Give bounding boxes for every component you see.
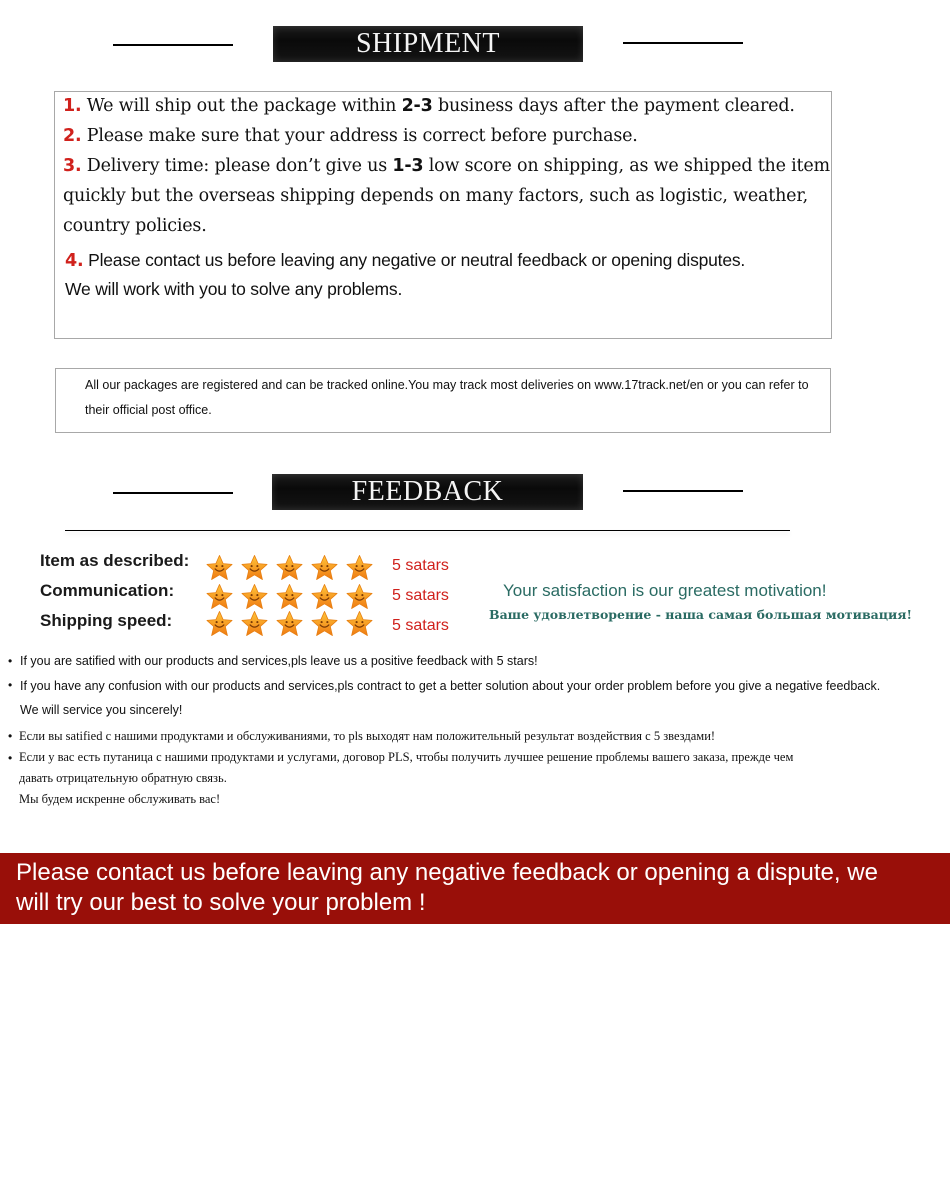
feedback-title: FEEDBACK xyxy=(351,476,504,507)
star-icon xyxy=(205,554,234,582)
note-en-sincere: We will service you sincerely! xyxy=(20,703,183,717)
motto-english: Your satisfaction is our greatest motivation! xyxy=(503,581,827,600)
policy-item-4: 4. Please contact us before leaving any negative or neutral feedback or opening disputes. xyxy=(65,250,746,271)
note-ru-confusion: Если у вас есть путаница с нашими продуктами и услугами, договор PLS, чтобы получить лучшее решение проблемы вашего заказа, прежде чем xyxy=(19,750,794,764)
shipment-policy-box xyxy=(54,91,832,339)
divider-right xyxy=(623,490,743,492)
rating-label-shipping: Shipping speed: xyxy=(40,611,173,630)
tracking-info-box xyxy=(55,368,831,433)
note-ru-confusion-cont: давать отрицательную обратную связь. xyxy=(19,771,227,785)
star-icon xyxy=(275,554,304,582)
note-en-positive: If you are satified with our products and services,pls leave us a positive feedback with 5 stars! xyxy=(20,654,538,668)
rating-value-communication: 5 satars xyxy=(392,587,449,604)
divider-left xyxy=(113,44,233,46)
star-icon xyxy=(345,583,374,611)
rating-stars-shipping xyxy=(205,610,374,638)
star-icon xyxy=(205,583,234,611)
bullet-icon: • xyxy=(8,729,13,743)
divider-left xyxy=(113,492,233,494)
rating-value-shipping: 5 satars xyxy=(392,617,449,634)
tracking-line-1: All our packages are registered and can be tracked online.You may track most deliveries on www.17track.net/en or you can refer to xyxy=(85,378,809,392)
star-icon xyxy=(275,610,304,638)
note-ru-sincere: Мы будем искренне обслуживать вас! xyxy=(19,792,221,806)
star-icon xyxy=(345,554,374,582)
rating-stars-item xyxy=(205,554,374,582)
policy-item-4-cont: We will work with you to solve any problems. xyxy=(65,279,403,299)
note-ru-positive: Если вы satified с нашими продуктами и обслуживаниями, то pls выходят нам положительный результат воздействия с 5 звездами! xyxy=(19,729,716,743)
rating-label-item: Item as described: xyxy=(40,551,190,570)
star-icon xyxy=(205,610,234,638)
star-icon xyxy=(275,583,304,611)
rating-label-communication: Communication: xyxy=(40,581,175,600)
notice-line-1: Please contact us before leaving any negative feedback or opening a dispute, we xyxy=(16,859,878,886)
bullet-icon: • xyxy=(8,751,13,765)
policy-item-3: 3. Delivery time: please don’t give us 1-3 low score on shipping, as we shipped the item xyxy=(63,156,830,176)
shipment-title: SHIPMENT xyxy=(355,28,500,59)
policy-item-2: 2. Please make sure that your address is correct before purchase. xyxy=(63,126,638,146)
star-icon xyxy=(240,583,269,611)
divider-right xyxy=(623,42,743,44)
star-icon xyxy=(345,610,374,638)
feedback-banner xyxy=(272,474,583,510)
bullet-icon: • xyxy=(8,678,13,692)
star-icon xyxy=(310,610,339,638)
star-icon xyxy=(240,610,269,638)
contact-notice-banner xyxy=(0,853,950,924)
bullet-icon: • xyxy=(8,654,13,668)
star-icon xyxy=(240,554,269,582)
star-icon xyxy=(310,583,339,611)
rating-stars-communication xyxy=(205,583,374,611)
policy-item-1: 1. We will ship out the package within 2-3 business days after the payment cleared. xyxy=(63,96,795,116)
notice-line-2: will try our best to solve your problem ! xyxy=(16,889,426,916)
policy-item-3-cont2: country policies. xyxy=(63,216,207,236)
tracking-line-2: their official post office. xyxy=(85,403,212,417)
note-en-confusion: If you have any confusion with our products and services,pls contract to get a better solution about your order problem before you give a negative feedback. xyxy=(20,679,881,693)
shipment-banner xyxy=(273,26,583,62)
feedback-divider xyxy=(65,530,790,531)
rating-value-item: 5 satars xyxy=(392,557,449,574)
motto-russian: Ваше удовлетворение - наша самая большая мотивация! xyxy=(489,607,912,622)
policy-item-3-cont: quickly but the overseas shipping depends on many factors, such as logistic, weather, xyxy=(63,186,808,206)
star-icon xyxy=(310,554,339,582)
